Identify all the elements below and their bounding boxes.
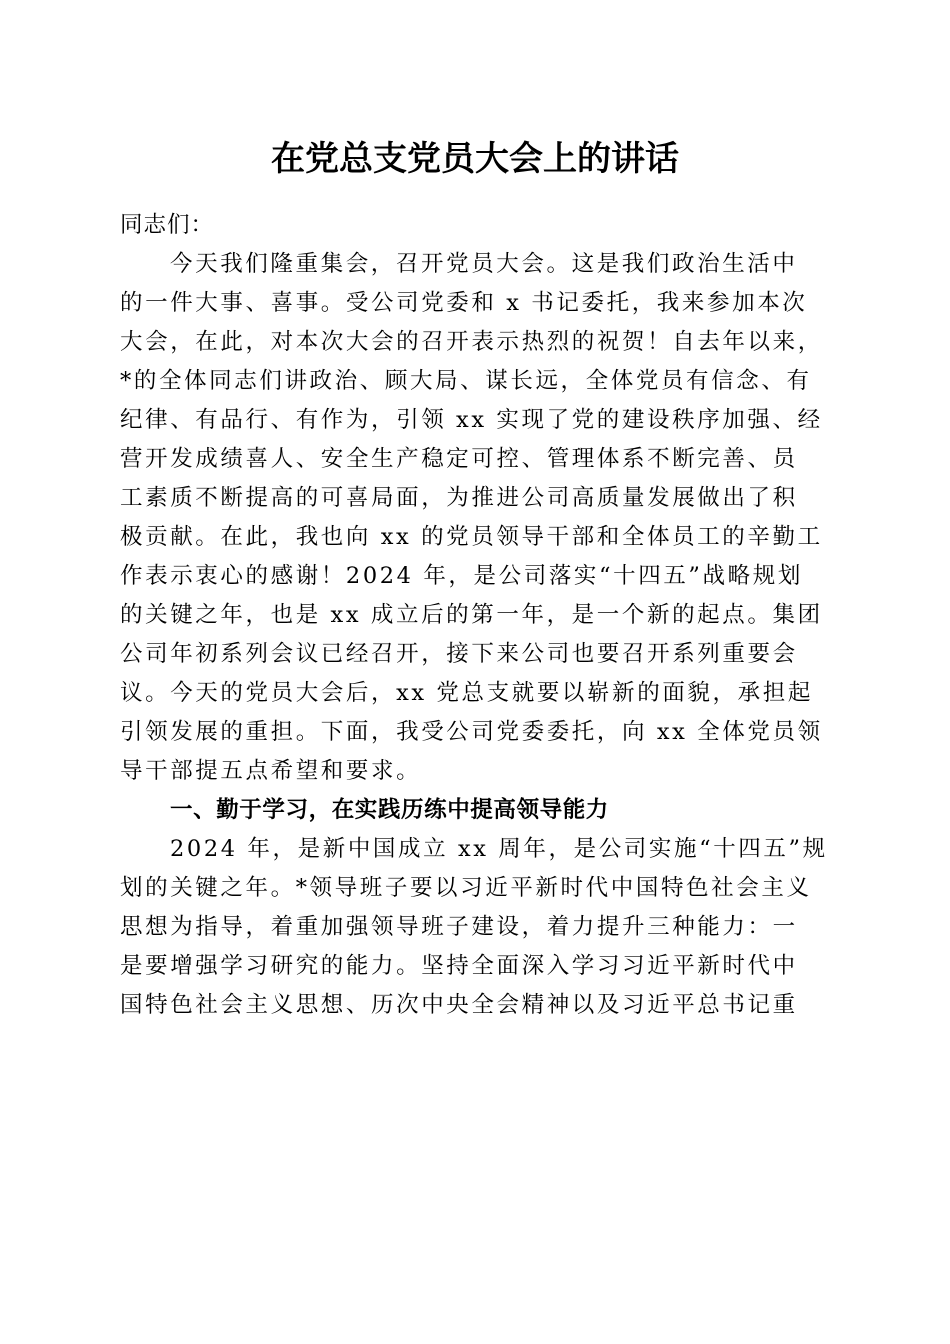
paragraph-line: 导干部提五点希望和要求。 [120, 758, 422, 784]
paragraph-line: 大会，在此，对本次大会的召开表示热烈的祝贺！自去年以来， [120, 329, 823, 355]
paragraph-line: 纪律、有品行、有作为，引领 xx 实现了党的建设秩序加强、经 [120, 407, 823, 433]
paragraph-line: 国特色社会主义思想、历次中央全会精神以及习近平总书记重 [120, 992, 798, 1018]
paragraph-line: 议。今天的党员大会后，xx 党总支就要以崭新的面貌，承担起 [120, 680, 813, 706]
document-body [120, 206, 832, 1025]
paragraph-line: 作表示衷心的感谢！2024 年，是公司落实“十四五”战略规划 [120, 563, 803, 589]
document-title: 在党总支党员大会上的讲话 [271, 139, 679, 179]
paragraph-line: 公司年初系列会议已经召开，接下来公司也要召开系列重要会 [120, 641, 798, 667]
paragraph-line: 营开发成绩喜人、安全生产稳定可控、管理体系不断完善、员 [120, 446, 798, 472]
paragraph-line: 引领发展的重担。下面，我受公司党委委托，向 xx 全体党员领 [120, 719, 823, 745]
paragraph-line: 工素质不断提高的可喜局面，为推进公司高质量发展做出了积 [120, 485, 798, 511]
paragraph-opening [120, 245, 832, 791]
paragraph-line: 今天我们隆重集会，召开党员大会。这是我们政治生活中 [170, 251, 798, 277]
paragraph-line: 划的关键之年。*领导班子要以习近平新时代中国特色社会主义 [120, 875, 812, 901]
paragraph-line: 2024 年，是新中国成立 xx 周年，是公司实施“十四五”规 [170, 836, 828, 862]
paragraph-line: 思想为指导，着重加强领导班子建设，着力提升三种能力：一 [120, 914, 798, 940]
section-heading: 一、勤于学习，在实践历练中提高领导能力 [170, 797, 609, 823]
paragraph-line: 的一件大事、喜事。受公司党委和 x 书记委托，我来参加本次 [120, 290, 808, 316]
paragraph-section-1 [120, 830, 832, 1025]
paragraph-line: 的关键之年，也是 xx 成立后的第一年，是一个新的起点。集团 [120, 602, 823, 628]
salutation: 同志们： [120, 212, 215, 238]
paragraph-line: *的全体同志们讲政治、顾大局、谋长远，全体党员有信念、有 [120, 368, 812, 394]
paragraph-line: 极贡献。在此，我也向 xx 的党员领导干部和全体员工的辛勤工 [120, 524, 823, 550]
paragraph-line: 是要增强学习研究的能力。坚持全面深入学习习近平新时代中 [120, 953, 798, 979]
